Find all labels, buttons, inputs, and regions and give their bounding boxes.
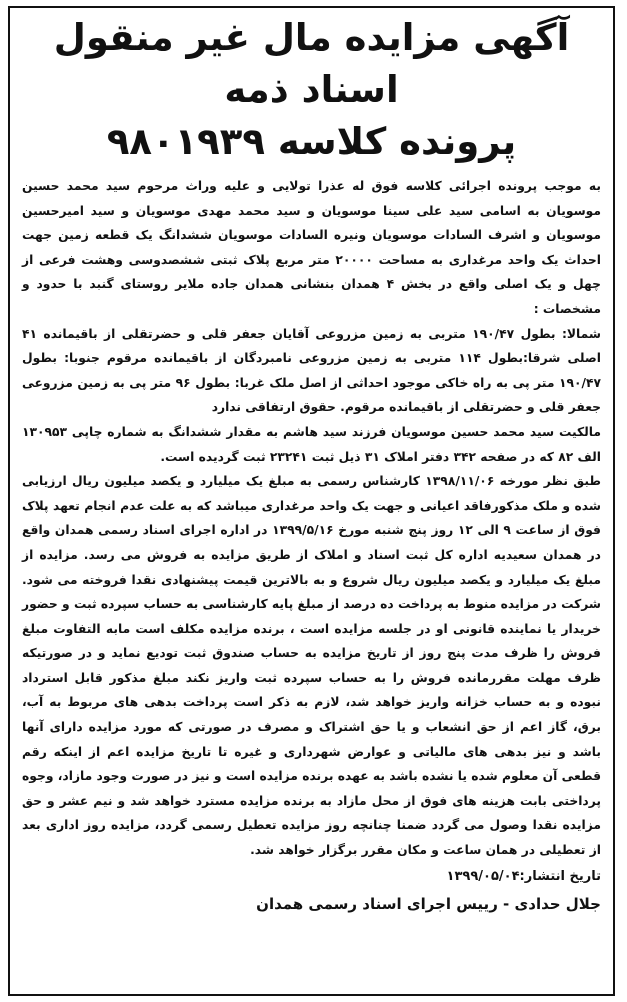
paragraph-property-description: به موجب پرونده اجرائی کلاسه فوق له عذرا تولایی و علیه وراث مرحوم سید محمد حسین موسویان به اسامی سید علی سینا موسویان و سید محمد مهدی موسویان و سید امیرحسین موسویان و اشرف السادات موسویان ونیره السادات موسویان ششدانگ یک قطعه زمین جهت احداث یک واحد مرغداری به مساحت ۲۰۰۰۰ متر مربع پلاک ثبتی ششصدوسی وهشت فرعی از چهل و یک اصلی واقع در بخش ۴ همدان بنشانی همدان جاده ملایر روستای گنبد با حدود و مشخصات : xyxy=(22,179,601,316)
notice-title-line2: پرونده کلاسه ۹۸۰۱۹۳۹ xyxy=(106,120,517,163)
paragraph-auction-terms: طبق نظر مورخه ۱۳۹۸/۱۱/۰۶ کارشناس رسمی به مبلغ یک میلیارد و یکصد میلیون ریال ارزیابی شده و ملک مذکورفاقد اعیانی و جهت یک واحد مرغداری میباشد که به علت عدم انجام تعهد پلاک فوق از ساعت ۹ الی ۱۲ روز پنج شنبه مورخ ۱۳۹۹/۵/۱۶ در اداره اجرای اسناد رسمی همدان واقع در همدان سعیدیه اداره کل ثبت اسناد و املاک از طریق مزایده به فروش می رسد. مزایده از مبلغ یک میلیارد و یکصد میلیون ریال شروع و به بالاترین قیمت پیشنهادی نقدا فروخته می شود. شرکت در مزایده منوط به پرداخت ده درصد از مبلغ پایه کارشناسی به حساب سپرده ثبت و حضور خریدار یا نماینده قانونی او در جلسه مزایده است ، برنده مزایده مکلف است مابه التفاوت مبلغ فروش را ظرف مدت پنج روز از تاریخ مزایده به حساب صندوق ثبت تودیع نماید و در صورتیکه ظرف مهلت مقررمانده فروش را به حساب سپرده ثبت واریز نکند مبلغ مذکور قابل استرداد نبوده و به حساب خزانه واریز خواهد شد، لازم به ذکر است پرداخت بدهی های مربوط به آب، برق، گاز اعم از حق انشعاب و یا حق اشتراک و مصرف در صورتی که مورد مزایده دارای آنها باشد و نیز بدهی های مالیاتی و عوارض شهرداری و غیره تا تاریخ مزایده اعم از اینکه رقم قطعی آن معلوم شده یا نشده باشد به عهده برنده مزایده است و نیز در صورت وجود مازاد، وجوه پرداختی بابت هزینه های فوق از محل مازاد به برنده مزایده مسترد خواهد شد و نیم عشر و حق مزایده نقدا وصول می گردد ضمنا چنانچه روز مزایده تعطیل رسمی گردد، مزایده روز اداری بعد از تعطیلی در همان ساعت و مکان مقرر برگزار خواهد شد. xyxy=(22,474,601,858)
paragraph-boundaries: شمالا: بطول ۱۹۰/۴۷ متربی به زمین مزروعی آقایان جعفر قلی و حضرتقلی از باقیمانده ۴۱ اصلی شرقا:بطول ۱۱۴ متربی به زمین مزروعی نامبردگان از باقیمانده مرقوم جنوبا: بطول ۱۹۰/۴۷ متر پی به راه خاکی موجود احداثی از اصل ملک غربا: بطول ۹۶ متر پی به زمین مزروعی جعفر قلی و حضرتقلی از باقیمانده مرقوم. حقوق ارتفاقی ندارد xyxy=(22,326,601,415)
notice-body xyxy=(22,174,601,863)
publish-date: تاریخ انتشار:۱۳۹۹/۰۵/۰۴ xyxy=(446,868,601,884)
notice-frame xyxy=(8,6,615,996)
notice-title-line1: آگهی مزایده مال غیر منقول اسناد ذمه xyxy=(53,16,570,111)
signature: جلال حدادی - رییس اجرای اسناد رسمی همدان xyxy=(256,894,601,913)
paragraph-ownership: مالکیت سید محمد حسین موسویان فرزند سید هاشم به مقدار ششدانگ به شماره چاپی ۱۳۰۹۵۳ الف ۸۲ که در صفحه ۳۴۲ دفتر املاک ۳۱ ذیل ثبت ۲۳۲۴۱ ثبت گردیده است. xyxy=(22,424,601,464)
